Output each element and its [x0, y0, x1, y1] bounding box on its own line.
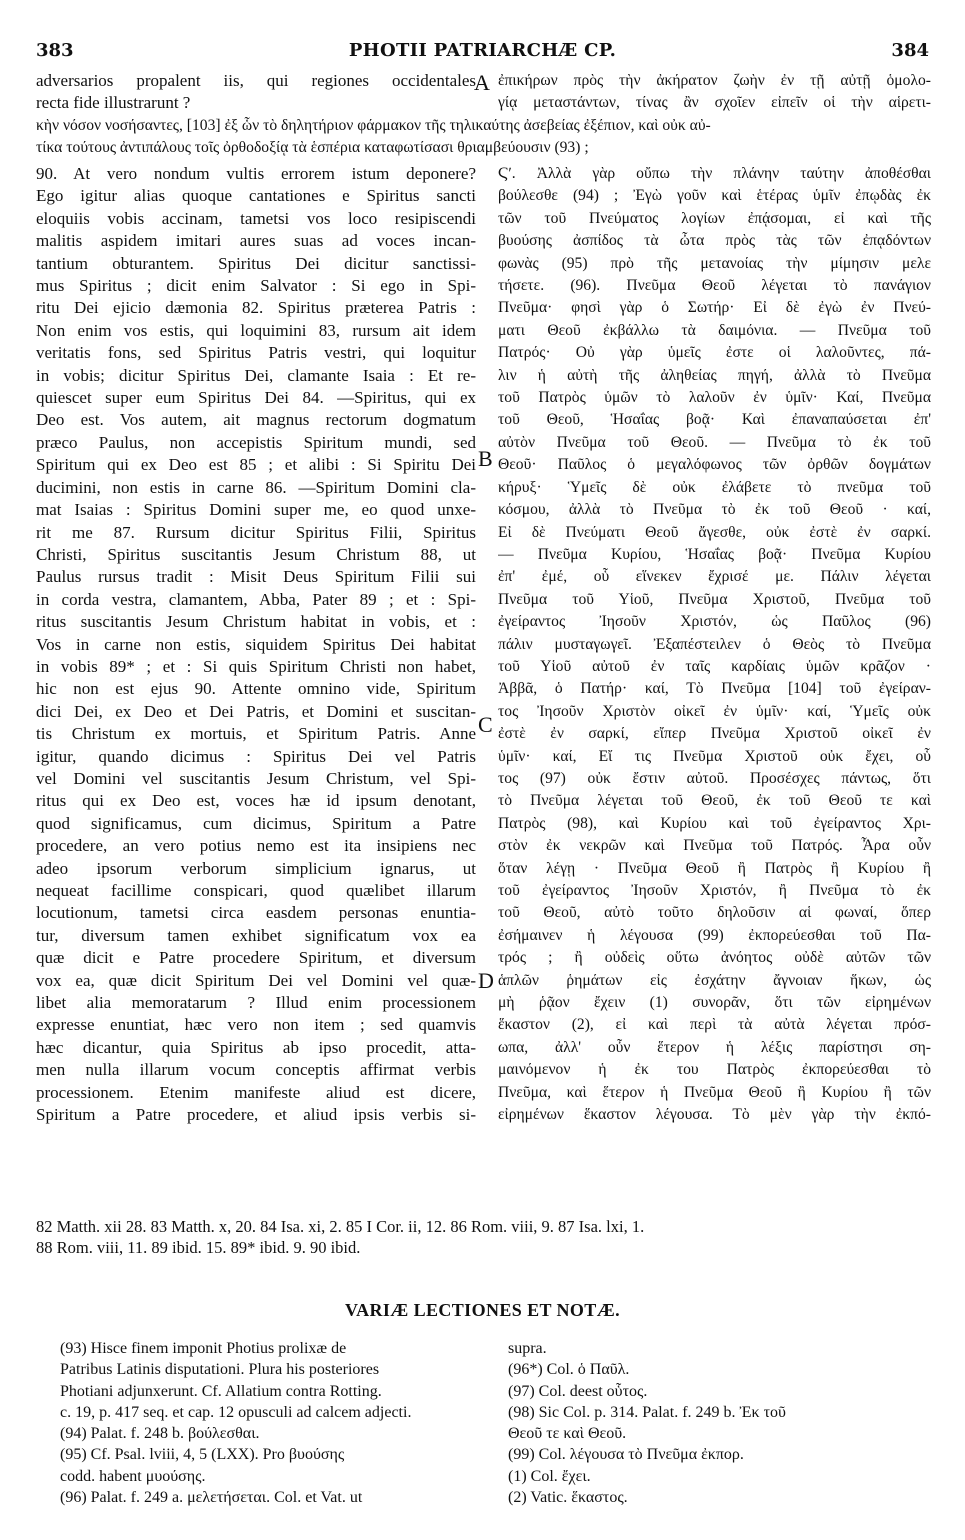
latin-line: processionem. Etenim manifeste aliud est dicere, [36, 1082, 476, 1102]
margin-marker-c: C [478, 712, 493, 737]
greek-top-line: ἐπικήρων πρὸς τὴν ἀκήρατον ζωὴν ἐν τῇ αὐτῇ ὁμολο- [498, 72, 931, 89]
greek-line: ἐστὲ ἐν σαρκί, εἴπερ Πνεῦμα Χριστοῦ οἰκεῖ ἐν [498, 725, 931, 743]
greek-line: βυούσης ἀσπίδος τὰ ὦτα πρὸς τὰς τῶν ἐπᾳδόντων [498, 232, 931, 250]
greek-line: Πνεῦμα· φησὶ γὰρ ὁ Σωτήρ· Εἰ δὲ ἐγὼ ἐν Πνεύ- [498, 299, 931, 317]
latin-top-line: adversarios propalent iis, qui regiones occidentales [36, 71, 476, 90]
greek-line: Ἀββᾶ, ὁ Πατήρ· καί, Τὸ Πνεῦμα [104] τοῦ ἐγείραν- [498, 680, 931, 698]
latin-line: Paulus rursus tradit : Misit Deus Spiritum Filii sui [36, 567, 476, 587]
latin-line: nequeat facillime conspicari, quod quælibet illarum [36, 881, 476, 900]
greek-line: Πατρός· Οὐ γὰρ ὑμεῖς ἐστε οἱ λαλοῦντες, πά- [498, 344, 931, 362]
greek-line: Εἰ δὲ Πνεύματι Θεοῦ ἄγεσθε, οὐκ ἐστὲ ἐν σαρκί. [498, 523, 931, 541]
greek-line: τος (97) οὐκ ἔστιν αὐτοῦ. Προσέσχες πάντως, ὅτι [498, 769, 931, 787]
greek-line: — Πνεῦμα Κυρίου, Ἡσαΐας βοᾷ· Πνεῦμα Κυρίου [498, 545, 931, 563]
latin-line: rit me 87. Rursum dicitur Spiritus Filii, Spiritus [36, 522, 476, 542]
latin-column [36, 163, 476, 1126]
greek-line: Πνεῦμα, καὶ ἕτερον ἡ Πνεῦμα Θεοῦ ἢ Κυρίου ἢ τῶν [498, 1083, 931, 1101]
note-line: Θεοῦ τε καὶ Θεοῦ. [508, 1425, 627, 1443]
note-line: (95) Cf. Psal. lviii, 4, 5 (LXX). Pro βυούσης [60, 1446, 345, 1464]
greek-line: ὅταν λέγῃ · Πνεῦμα Θεοῦ ἢ Πατρὸς ἢ Κυρίου ἢ [498, 859, 931, 877]
greek-line: ἐπ' ἐμέ, οὗ εἵνεκεν ἔχρισέ με. Πάλιν λέγεται [498, 568, 931, 586]
notes-right-column [508, 1338, 928, 1508]
greek-line: τοῦ Υἱοῦ αὐτοῦ ἐν ταῖς καρδίαις ὑμῶν κρᾶζον · [498, 657, 931, 675]
greek-line: φωνὰς (95) πρὸ τῆς μετανοίας τὴν μίμησιν μελε [498, 254, 931, 272]
latin-line: ducimini, non estis in carne 86. —Spiritum Domini cla- [36, 477, 476, 497]
footnote-line: 88 Rom. viii, 11. 89 ibid. 15. 89* ibid. 9. 90 ibid. [36, 1238, 361, 1257]
latin-line: malitis aspidem imitari aures suas ad voces incan- [36, 231, 476, 251]
margin-marker-a: A [474, 70, 490, 95]
greek-line: λιν ἡ αὐτὴ τῆς ἀληθείας πηγή, ἀλλὰ τὸ Πνεῦμα [498, 366, 931, 384]
note-line: (99) Col. λέγουσα τὸ Πνεῦμα ἐκπορ. [508, 1446, 744, 1464]
latin-line: Spiritum qui ex Deo est 85 ; et alibi : Si Spiritu Dei [36, 455, 476, 475]
greek-line: ματι Θεοῦ ἐκβάλλω τὰ δαιμόνια. — Πνεῦμα τοῦ [498, 321, 931, 339]
latin-line: ritus suscitantis Jesum Christum habitat in vobis, et : [36, 612, 476, 632]
margin-marker-b: B [478, 446, 493, 471]
latin-line: Christi, Spiritus suscitantis Jesum Christum 88, ut [36, 544, 476, 564]
latin-line: Deo est. Vos autem, ait magnus rectorum dogmatum [36, 410, 476, 430]
latin-line: tantium obturantem. Spiritus Dei dicitur sanctissi- [36, 253, 476, 273]
latin-line: in vobis 89* ; et : Si quis Spiritum Christi non habet, [36, 656, 476, 676]
latin-line: igitur, quando dicimus : Spiritus Dei vel Patris [36, 746, 476, 766]
greek-line: ὑμῖν· καί, Εἴ τις Πνεῦμα Χριστοῦ οὐκ ἔχει, οὗ [498, 747, 931, 765]
latin-line: procedere, an vero potius nemo est ita insipiens nec [36, 836, 476, 856]
footnote-line: 82 Matth. xii 28. 83 Matth. x, 20. 84 Isa. xi, 2. 85 I Cor. ii, 12. 86 Rom. viii, 9. 87 Isa. lxi, 1. [36, 1217, 645, 1236]
notes-left-column [60, 1338, 480, 1508]
margin-marker-d: D [478, 968, 494, 993]
latin-line: hæc dicantur, quia Spiritus ab ipso procedit, atta- [36, 1037, 476, 1057]
greek-top-line: γίᾳ μεταστάντων, τίνας ἂν σχοῖεν εἰπεῖν οἱ τὴν αἱρετι- [498, 94, 931, 112]
greek-line: ἐσήμαινεν ἡ λέγουσα (99) ἐκπορεύεσθαι τοῦ Πα- [498, 926, 931, 944]
note-line: (96*) Col. ὁ Παῦλ. [508, 1361, 630, 1379]
running-header [36, 40, 929, 66]
greek-line: ἕκαστον (2), εἰ καὶ περὶ τὰ αὐτὰ λέγεται πρόσ- [498, 1016, 931, 1034]
spanning-line: τίκα τούτους ἀντιπάλους τοῖς ὀρθοδοξίᾳ τὰ ἑσπέρια καταφωτίσασι θριαμβεύουσιν (93) ; [36, 139, 589, 157]
running-title: PHOTII PATRIARCHÆ CP. [348, 40, 617, 61]
note-line: Photiani adjunxerunt. Cf. Allatium contra Rotting. [60, 1382, 382, 1400]
greek-line: Πνεῦμα τοῦ Υἱοῦ, Πνεῦμα Χριστοῦ, Πνεῦμα τοῦ [498, 590, 931, 608]
latin-line: libet alia memoratarum ? Illud enim processionem [36, 993, 476, 1013]
latin-line: tur, diversum tamen exhibet significatum vox ea [36, 925, 476, 945]
latin-line: Vos in carne non estis, siquidem Spiritus Dei habitat [36, 634, 476, 654]
greek-line: τοῦ Πατρὸς ὑμῶν τὸ λαλοῦν ἐν ὑμῖν· Καί, Πνεῦμα [498, 389, 931, 407]
greek-line: Πατρὸς (98), καὶ Κυρίου καὶ τοῦ ἐγείραντος Χρι- [498, 814, 931, 832]
greek-line: τῶν τοῦ Πνεύματος λογίων ἐπᾴσομαι, εἰ καὶ τῆς [498, 209, 931, 227]
latin-line: 90. At vero nondum vultis errorem istum deponere? [36, 164, 476, 183]
latin-line: in vobis; dicitur Spiritus Dei, clamante Isaia : Et re- [36, 365, 476, 385]
variae-lectiones-heading: VARIÆ LECTIONES ET NOTÆ. [344, 1300, 620, 1320]
greek-line: Θεοῦ· Παῦλος ὁ μεγαλόφωνος τῶν ὀρθῶν δογμάτων [498, 456, 931, 474]
note-line: (97) Col. deest οὗτος. [508, 1382, 648, 1400]
note-line: (1) Col. ἔχει. [508, 1467, 591, 1485]
latin-line: vox ea, quæ dicit Spiritum Dei vel Domini vel quæ- [36, 970, 476, 990]
greek-column [498, 163, 931, 1126]
greek-line: τοῦ Θεοῦ, Ἡσαΐας βοᾷ· Καὶ ἐπαναπαύσεται ἐπ' [498, 411, 931, 429]
latin-top-lines [36, 70, 476, 115]
latin-line: Non enim vos estis, qui loquimini 83, rursum ait idem [36, 320, 476, 340]
latin-line: ritus qui ex Deo est, voces hæ id ipsum denotant, [36, 791, 476, 811]
greek-line: τήσετε. (96). Πνεῦμα Θεοῦ λέγεται τὸ πανάγιον [498, 277, 931, 295]
latin-line: expresse enuntiat, hæc vero non item ; sed quamvis [36, 1015, 476, 1035]
greek-top-lines [498, 70, 931, 115]
latin-line: eloquiis vobis accinam, tametsi vos loco resipiscendi [36, 208, 476, 228]
greek-line: τοῦ Θεοῦ, αὐτὸ τοῦτο δηλοῦσιν αἱ φωναί, ὅπερ [498, 904, 931, 922]
greek-line: τος Ἰησοῦν Χριστὸν οἰκεῖ ἐν ὑμῖν· καί, Ὑμεῖς οὐκ [498, 702, 931, 720]
greek-line: βούλεσθε (94) ; Ἐγὼ γοῦν καὶ ἑτέρας ὑμῖν ἐπῳδὰς ἐκ [498, 187, 931, 205]
latin-line: dici Dei, ex Deo et Dei Patris, et Domini et suscitan- [36, 701, 476, 721]
latin-line: præco Paulus, non accepistis Spiritum mundi, sed [36, 432, 476, 452]
latin-line: tis Christum ex mortuis, et Spiritum Patris. Anne [36, 724, 476, 744]
latin-line: quod significamus, cum dicimus, Spiritum a Patre [36, 813, 476, 833]
latin-line: mus Spiritus ; dicit enim Salvator : Si ego in Spi- [36, 276, 476, 296]
note-line: c. 19, p. 417 seq. et cap. 12 opusculi ad calcem adjecti. [60, 1403, 412, 1421]
latin-line: veritatis fons, sed Spiritus Patris vestri, qui loquitur [36, 343, 476, 363]
note-line: (93) Hisce finem imponit Photius prolixæ de [60, 1340, 347, 1357]
note-line: (96) Palat. f. 249 a. μελετήσεται. Col. et Vat. ut [60, 1489, 363, 1507]
latin-line: hic non est ejus 90. Attente omnino vide, Spiritum [36, 679, 476, 699]
note-line: (2) Vatic. ἕκαστος. [508, 1489, 628, 1507]
spanning-lines [36, 115, 929, 160]
greek-line: μὴ ῥᾷον ἔχειν (1) συνορᾶν, ὅτι τῶν εἰρημένων [498, 994, 931, 1012]
greek-line: στὸν ἐκ νεκρῶν καὶ Πνεῦμα τοῦ Πατρός. Ἆρα οὖν [498, 837, 931, 855]
greek-line: τὸ Πνεῦμα λέγεται τοῦ Θεοῦ, ἐκ τοῦ Θεοῦ τε καὶ [498, 792, 931, 810]
greek-line: πάλιν μυσταγωγεῖ. Ἐξαπέστειλεν ὁ Θεὸς τὸ Πνεῦμα [498, 635, 931, 653]
latin-line: mat Isaias : Spiritus Domini super me, eo quod unxe- [36, 500, 476, 520]
greek-line: ωπα, ἀλλ' οὖν ἕτερον ἡ λέξις παρίστησι ση- [498, 1038, 931, 1056]
greek-line: ἁπλῶν ῥημάτων εἰς ἐσχάτην ἄγνοιαν ἥκων, ὡς [498, 971, 931, 989]
latin-line: ritu Dei ejicio dæmonia 82. Spiritus præterea Patris : [36, 298, 476, 318]
note-line: codd. habent μυούσης. [60, 1467, 206, 1485]
note-line: Patribus Latinis disputationi. Plura his posteriores [60, 1361, 380, 1379]
left-page-number: 383 [36, 40, 74, 61]
greek-line: αὐτὸν Πνεῦμα τοῦ Θεοῦ. — Πνεῦμα τὸ ἐκ τοῦ [498, 433, 931, 451]
latin-line: in corda vestra, clamantem, Abba, Pater 89 ; et : Spi- [36, 589, 476, 609]
greek-line: τοῦ ἐγείραντος Ἰησοῦν Χριστόν, ἢ Πνεῦμα τὸ ἐκ [498, 882, 931, 899]
latin-line: quæ dicit e Patre procedere Spiritum, et diversum [36, 948, 476, 968]
greek-line: Ϛʹ. Ἀλλὰ γὰρ οὔπω τὴν πλάνην ταύτην ἀποθέσθαι [498, 165, 931, 182]
latin-line: adeo ipsorum verborum simplicium ignarus, ut [36, 858, 476, 878]
note-line: (98) Sic Col. p. 314. Palat. f. 249 b. Ἐκ τοῦ [508, 1403, 786, 1421]
latin-top-line: recta fide illustrarunt ? [36, 93, 191, 113]
greek-line: κήρυξ· Ὑμεῖς δὲ οὐκ ἐλάβετε τὸ πνεῦμα τοῦ [498, 478, 931, 496]
scripture-footnotes [36, 1216, 929, 1258]
latin-line: men nulla illarum vocum conceptis affirmat verbis [36, 1060, 476, 1080]
latin-line: Spiritum a Patre procedere, et aliud ipsis verbis si- [36, 1105, 476, 1125]
latin-line: Ego igitur alias quoque cantationes e Spiritus sancti [36, 186, 476, 206]
greek-line: τρός ; ἢ οὐδεὶς οὕτω ἀνόητος οὐδὲ αὐτῶν τῶν [498, 949, 931, 967]
latin-line: quiescet super eum Spiritus Dei 84. —Spiritus, qui ex [36, 388, 476, 408]
right-page-number: 384 [891, 40, 929, 61]
spanning-line: κὴν νόσον νοσήσαντες, [103] ἐξ ὧν τὸ δηλητήριον φάρμακον τῆς τηλικαύτης ἀσεβείας ἐξέπιον, καὶ οὐκ αὐ- [36, 117, 711, 134]
note-line: (94) Palat. f. 248 b. βούλεσθαι. [60, 1425, 260, 1443]
note-line: supra. [508, 1340, 547, 1357]
greek-line: εἰρημένων ἕκαστον λέγουσα. Τὸ μὲν γὰρ τὴν ἐκπό- [498, 1106, 931, 1124]
latin-line: locutionum, tametsi circa easdem personas enuntia- [36, 903, 476, 923]
latin-line: vel Domini vel suscitantis Jesum Christum, vel Spi- [36, 768, 476, 788]
greek-line: μαινόμενον ἡ ἐκ του Πατρὸς ἐκπορεύεσθαι τὸ [498, 1061, 931, 1079]
greek-line: ἐγείραντος Ἰησοῦν Χριστόν, ὡς Παῦλος (96) [498, 613, 931, 631]
greek-line: κόσμου, ἀλλὰ τὸ Πνεῦμα τὸ ἐκ τοῦ Θεοῦ · καί, [498, 501, 931, 519]
